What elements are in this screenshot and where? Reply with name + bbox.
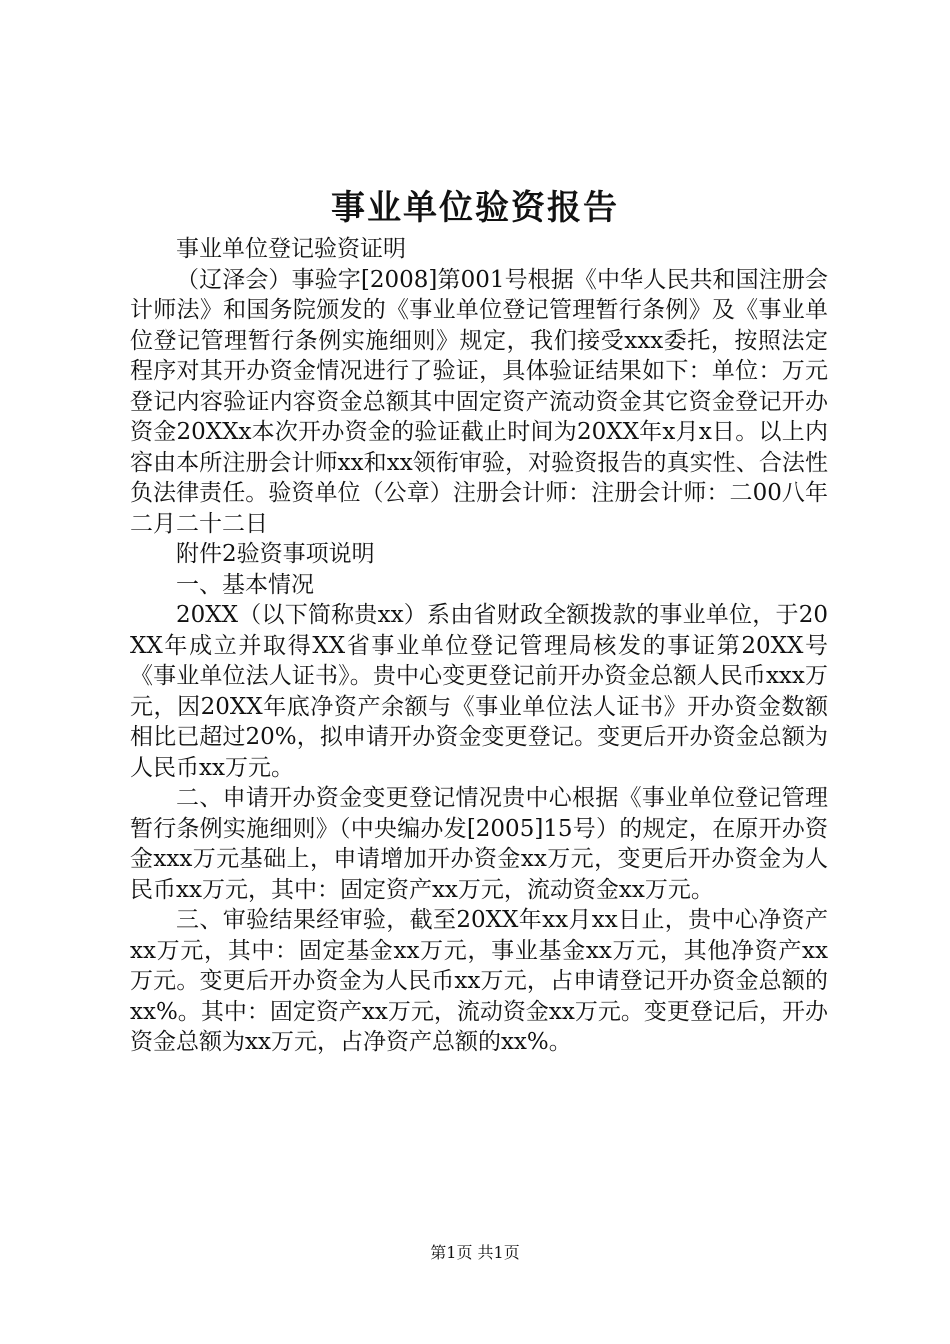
paragraph-basic-info: 20XX（以下简称贵xx）系由省财政全额拨款的事业单位，于20XX年成立并取得XX省事业单位登记管理局核发的事证第20XX号《事业单位法人证书》。贵中心变更登记前开办资金总额人民币xxx万元，因20XX年底净资产余额与《事业单位法人证书》开办资金数额相比已超过20%，拟申请开办资金变更登记。变更后开办资金总额为人民币xx万元。 <box>130 602 828 781</box>
page-number-footer: 第1页 共1页 <box>430 1243 520 1262</box>
paragraph-certificate-text: （辽泽会）事验字[2008]第001号根据《中华人民共和国注册会计师法》和国务院颁发的《事业单位登记管理暂行条例》及《事业单位登记管理暂行条例实施细则》规定，我们接受xxx委托，按照法定程序对其开办资金情况进行了验证，具体验证结果如下：单位：万元登记内容验证内容资金总额其中固定资产流动资金其它资金登记开办资金20XXx本次开办资金的验证截止时间为20XX年x月x日。以上内容由本所注册会计师xx和xx领衔审验，对验资报告的真实性、合法性负法律责任。验资单位（公章）注册会计师：注册会计师：二00八年二月二十二日 <box>130 266 828 537</box>
paragraph-section-application: 二、申请开办资金变更登记情况贵中心根据《事业单位登记管理暂行条例实施细则》（中央编办发[2005]15号）的规定，在原开办资金xxx万元基础上，申请增加开办资金xx万元，变更后开办资金为人民币xx万元，其中：固定资产xx万元，流动资金xx万元。 <box>130 785 828 903</box>
document-body <box>130 234 828 1058</box>
paragraph-section-result: 三、审验结果经审验，截至20XX年xx月xx日止，贵中心净资产xx万元，其中：固定基金xx万元，事业基金xx万元，其他净资产xx万元。变更后开办资金为人民币xx万元，占申请登记开办资金总额的xx%。其中：固定资产xx万元，流动资金xx万元。变更登记后，开办资金总额为xx万元，占净资产总额的xx%。 <box>130 907 828 1055</box>
document-title: 事业单位验资报告 <box>331 188 619 228</box>
paragraph-section-basic: 一、基本情况 <box>176 571 314 598</box>
paragraph-attachment-heading: 附件2验资事项说明 <box>176 541 375 567</box>
paragraph-certificate-heading: 事业单位登记验资证明 <box>176 236 406 262</box>
